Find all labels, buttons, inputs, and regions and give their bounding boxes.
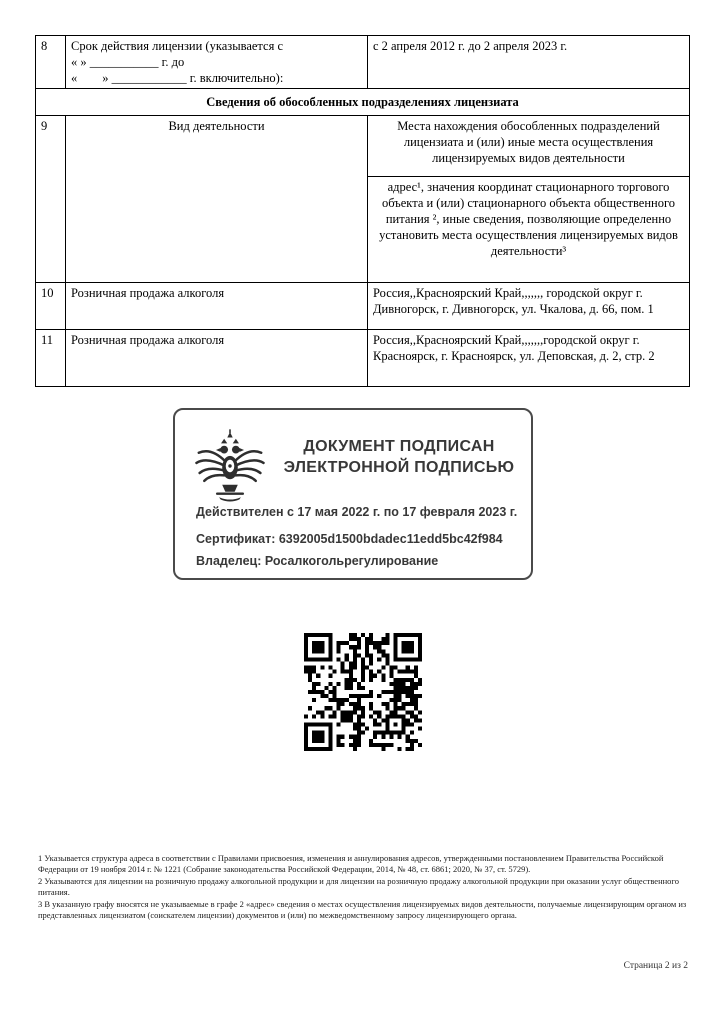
row8-label-line: « » ____________ г. включительно): bbox=[71, 71, 284, 85]
row11-number: 11 bbox=[36, 330, 66, 387]
row8-label-line: Срок действия лицензии (указывается с bbox=[71, 39, 284, 53]
table-row bbox=[36, 36, 690, 89]
table-row bbox=[36, 89, 690, 116]
stamp-title-line1: ДОКУМЕНТ ПОДПИСАН bbox=[303, 438, 495, 455]
row8-number: 8 bbox=[36, 36, 66, 89]
row10-number: 10 bbox=[36, 283, 66, 330]
stamp-validity: Действителен с 17 мая 2022 г. по 17 февраля 2023 г. bbox=[196, 505, 518, 519]
footnote-3: 3 В указанную графу вносятся не указываемые в графе 2 «адрес» сведения о местах осуществления лицензируемых видов деятельности, получаемые лицензирующим органом из представленных лицензиатом (соискателем лицензии) документов и (или) по межведомственному запросу лицензирующего органа. bbox=[38, 898, 687, 921]
qr-code bbox=[304, 633, 422, 751]
row10-address: Россия,,Красноярский Край,,,,,,, городской округ г. Дивногорск, г. Дивногорск, ул. Чкалова, д. 66, пом. 1 bbox=[368, 283, 690, 330]
row8-label bbox=[66, 36, 368, 89]
row11-activity: Розничная продажа алкоголя bbox=[66, 330, 368, 387]
stamp-owner: Владелец: Росалкогольрегулирование bbox=[196, 554, 439, 568]
section-header: Сведения об обособленных подразделениях лицензиата bbox=[36, 89, 690, 116]
row9-number: 9 bbox=[36, 116, 66, 283]
row11-address: Россия,,Красноярский Край,,,,,,,городской округ г. Красноярск, г. Красноярск, ул. Деповская, д. 2, стр. 2 bbox=[368, 330, 690, 387]
footnote-1: 1 Указывается структура адреса в соответствии с Правилами присвоения, изменения и аннулирования адресов, утвержденными постановлением Правительства Российской Федерации от 19 ноября 2014 г. № 1221 (Собрание законодательства Российской Федерации, 2014, № 48, ст. 6861; 2020, № 37, ст. 5729). bbox=[38, 853, 664, 875]
stamp-certificate: Сертификат: 6392005d1500bdadec11edd5bc42f984 bbox=[196, 532, 503, 546]
row8-value: с 2 апреля 2012 г. до 2 апреля 2023 г. bbox=[368, 36, 690, 89]
activity-column-header: Вид деятельности bbox=[66, 116, 368, 283]
footnote-2: 2 Указываются для лицензии на розничную продажу алкогольной продукции и для лицензии на розничную продажу алкогольной продукции при оказании услуг общественного питания. bbox=[38, 875, 679, 898]
stamp-title bbox=[275, 436, 523, 478]
license-table bbox=[35, 35, 690, 387]
row8-label-line: « » ___________ г. до bbox=[71, 55, 185, 69]
table-row bbox=[36, 330, 690, 387]
places-column-header: Места нахождения обособленных подразделений лицензиата и (или) иные места осуществления лицензируемых видов деятельности bbox=[368, 116, 690, 177]
table-row bbox=[36, 283, 690, 330]
address-column-header: адрес¹, значения координат стационарного торгового объекта и (или) стационарного объекта общественного питания ², иные сведения, позволяющие определенно установить места осуществления лицензируемых видов деятельности³ bbox=[368, 177, 690, 283]
row10-activity: Розничная продажа алкоголя bbox=[66, 283, 368, 330]
page-number: Страница 2 из 2 bbox=[623, 961, 688, 971]
footnotes bbox=[38, 853, 688, 921]
stamp-title-line2: ЭЛЕКТРОННОЙ ПОДПИСЬЮ bbox=[283, 459, 515, 476]
coat-of-arms-icon bbox=[191, 424, 269, 508]
electronic-signature-stamp bbox=[173, 408, 533, 580]
table-row bbox=[36, 116, 690, 177]
